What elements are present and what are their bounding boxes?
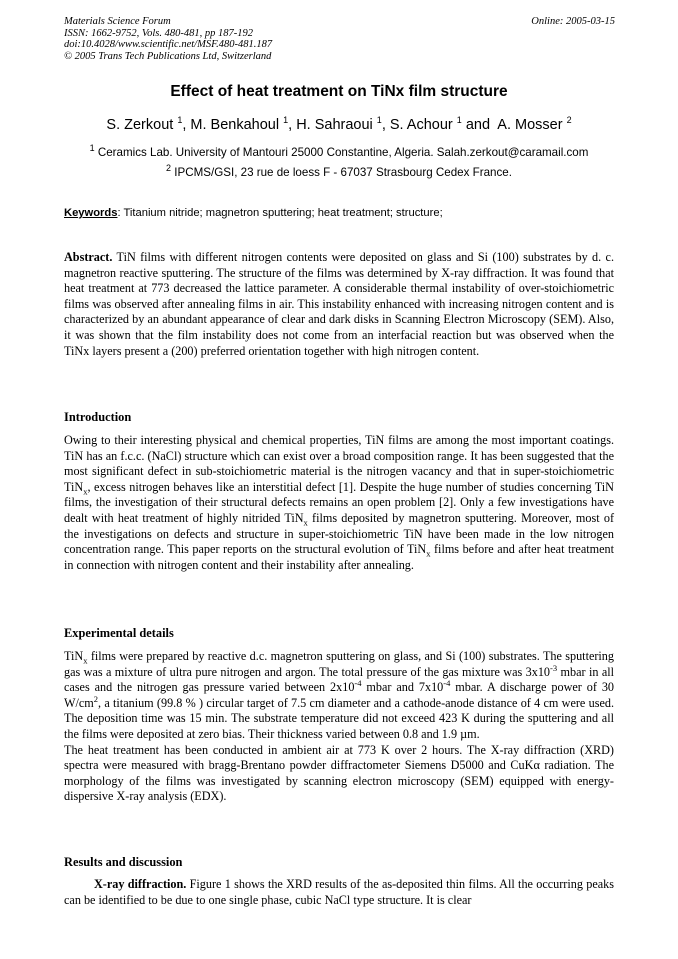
exponent: -4 xyxy=(354,678,362,689)
exponent: -4 xyxy=(443,678,451,689)
issn: ISSN: 1662-9752, Vols. 480-481, pp 187-192 xyxy=(64,27,253,39)
keywords xyxy=(64,207,443,219)
author-affiliation-mark: 1 xyxy=(283,115,289,126)
affiliation-number: 2 xyxy=(166,163,172,174)
author-name: M. Benkahoul xyxy=(190,117,280,133)
author-name: A. Mosser xyxy=(497,117,563,133)
online-date: Online: 2005-03-15 xyxy=(531,16,615,27)
abstract xyxy=(64,250,614,359)
experimental-paragraphs xyxy=(64,649,614,805)
author-name: H. Sahraoui xyxy=(296,117,373,133)
results-paragraph xyxy=(64,877,614,908)
subscript-x: x xyxy=(83,486,88,497)
keywords-text: : Titanium nitride; magnetron sputtering; heat treatment; structure; xyxy=(117,207,443,219)
author-affiliation-mark: 1 xyxy=(456,115,462,126)
author-affiliation-mark: 1 xyxy=(376,115,382,126)
author-name: S. Achour xyxy=(389,117,453,133)
exp-text: mbar. A discharge power of 30 W/cm xyxy=(64,680,615,710)
copyright: © 2005 Trans Tech Publications Ltd, Switzerland xyxy=(64,50,272,62)
abstract-text: TiN films with different nitrogen contents were deposited on glass and Si (100) substrates by d. c. magnetron reactive sputtering. The structure of the films was determined by X-ray diffraction. It was found that heat treatment at 773 decreased the lattice parameter. A considerable thermal instability of over-stoichiometric films was observed after annealing films in air. This instability enhanced with increasing nitrogen content and is characterized by an abundant appearance of clear and dark disks in Scanning Electron Microscopy (SEM). Also, it was shown that the film instability does not come from an interfacial reaction but was observed when the TiNx layers present a (200) preferred orientation together with high nitrogen content. xyxy=(64,250,614,358)
affiliation-text: Ceramics Lab. University of Mantouri 25000 Constantine, Algeria. Salah.zerkout@caramail.com xyxy=(97,146,589,159)
journal-header xyxy=(64,16,424,62)
section-heading-experimental: Experimental details xyxy=(64,626,174,640)
section-heading-results: Results and discussion xyxy=(64,855,183,869)
author-name: S. Zerkout xyxy=(106,117,174,133)
abstract-label: Abstract. xyxy=(64,250,113,264)
doi: doi:10.4028/www.scientific.net/MSF.480-481.187 xyxy=(64,39,273,50)
intro-text: , excess nitrogen behaves like an interstitial defect [1]. Despite the huge number of studies concerning TiN films, the investigation of their structural defects remains an open problem [2]. Only a few investigations have dealt with heat treatment of highly nitrided TiN xyxy=(64,479,614,525)
exp-text: mbar and 7x10 xyxy=(361,680,444,695)
intro-text: films deposited by magnetron sputtering. Moreover, most of the investigations on defects and structure in super-stoichiometric TiN have been made in the low nitrogen concentration range. This paper reports on the structural evolution of TiN xyxy=(64,510,615,557)
affiliation-1 xyxy=(0,143,678,159)
paper-title: Effect of heat treatment on TiNx film structure xyxy=(170,83,508,100)
subscript-x: x xyxy=(303,517,308,528)
keywords-label: Keywords xyxy=(64,207,118,219)
author-affiliation-mark: 2 xyxy=(566,115,572,126)
results-text: Figure 1 shows the XRD results of the as-deposited thin films. All the occurring peaks can be identified to be due to one single phase, cubic NaCl type structure. It is clear xyxy=(64,877,614,907)
subscript-x: x xyxy=(83,655,88,666)
introduction-paragraph xyxy=(64,433,614,573)
section-heading-introduction: Introduction xyxy=(64,410,132,424)
results-subheading: X-ray diffraction. xyxy=(94,877,187,891)
exponent: 2 xyxy=(93,693,99,704)
author-affiliation-mark: 1 xyxy=(177,115,183,126)
exp-text: mbar in all cases and the nitrogen gas pressure varied between 2x10 xyxy=(64,664,615,695)
affiliation-text: IPCMS/GSI, 23 rue de loess F - 67037 Strasbourg Cedex France. xyxy=(174,166,512,179)
intro-text: films before and after heat treatment in connection with nitrogen content and their instability after annealing. xyxy=(64,542,614,572)
author-list: S. Zerkout $^1$, M. Benkahoul $^1$, H. Sahraoui $^1$, S. Achour $^1$ and A. Mosser $^2$ xyxy=(106,115,572,133)
exp-text: , a titanium (99.8 % ) circular target of 7.5 cm diameter and a cathode-anode distance of 4 cm were used. The deposition time was 15 min. The substrate temperature did not exceed 423 K during the sputtering and all the films were deposited at zero bias. Their thickness varied between 0.8 and 1.9 µm. xyxy=(64,695,614,741)
exponent: -3 xyxy=(550,662,558,673)
journal-name: Materials Science Forum xyxy=(64,16,171,27)
intro-text: Owing to their interesting physical and chemical properties, TiN films are among the most important coatings. TiN has an f.c.c. (NaCl) structure which can exist over a broad composition range. It has been suggested that the most significant defect in sub-stoichiometric material is the nitrogen vacancy and that in super-stoichiometric TiN xyxy=(64,433,614,494)
subscript-x: x xyxy=(426,548,431,559)
exp-text: TiN xyxy=(64,649,84,663)
affiliation-number: 1 xyxy=(89,143,95,154)
affiliation-2 xyxy=(0,163,678,179)
exp-text: films were prepared by reactive d.c. magnetron sputtering on glass, and Si (100) substrates. The sputtering gas was a mixture of ultra pure nitrogen and argon. The total pressure of the gas mixture was 3x10 xyxy=(64,649,614,679)
exp-text: The heat treatment has been conducted in ambient air at 773 K over 2 hours. The X-ray diffraction (XRD) spectra were measured with bragg-Brentano powder diffractometer Siemens D5000 and CuKα radiation. The morphology of the films was investigated by scanning electron microscopy (SEM) equipped with energy-dispersive X-ray analysis (EDX). xyxy=(64,742,614,804)
